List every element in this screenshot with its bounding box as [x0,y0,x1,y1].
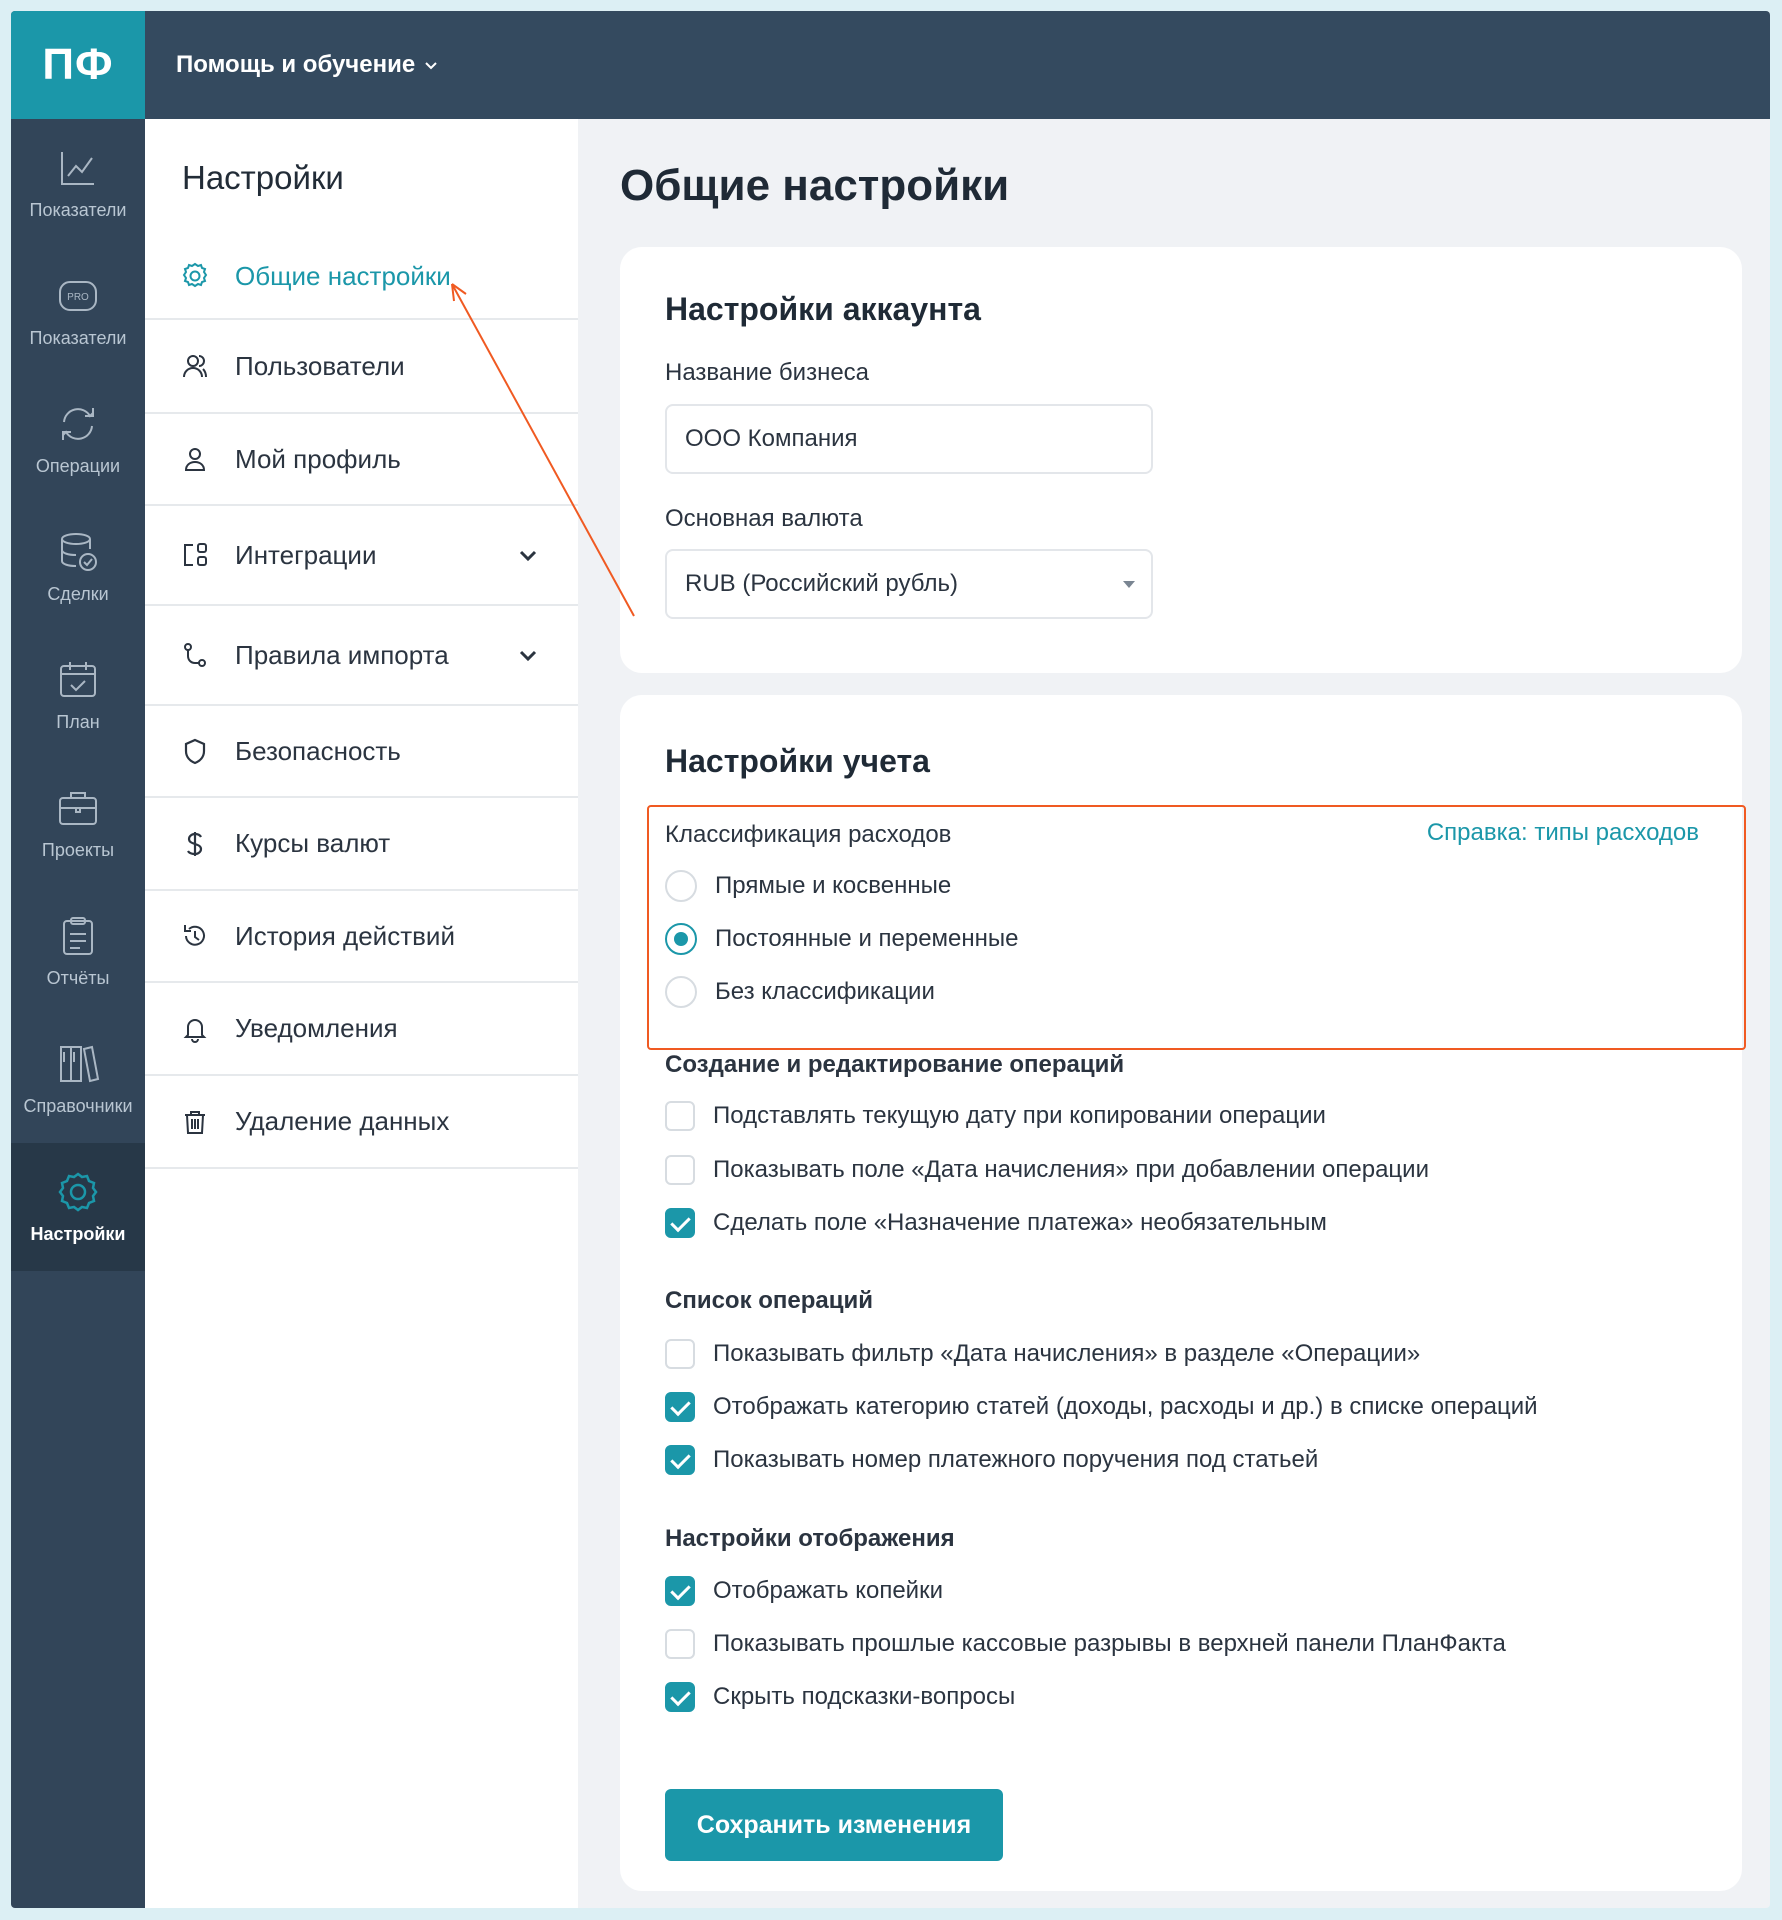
sidebar-item-users[interactable] [145,320,578,414]
rail-item-reports[interactable] [11,887,145,1015]
checkbox[interactable] [665,1339,695,1369]
database-check-icon [56,530,100,574]
account-settings-title: Настройки аккаунта [665,291,981,327]
display-settings-label: Настройки отображения [665,1525,955,1552]
shield-icon [181,737,209,765]
sidebar-item-data-deletion[interactable] [145,1076,578,1169]
users-icon [181,352,209,380]
bell-icon [181,1015,209,1043]
checkbox-option[interactable] [665,1445,1318,1475]
rail-item-projects[interactable] [11,759,145,887]
top-bar [145,11,1770,119]
rail-label: Настройки [30,1223,126,1244]
rail-label: Отчёты [46,967,110,988]
checkbox-option[interactable] [665,1576,943,1606]
sidebar-item-currency-rates[interactable] [145,798,578,891]
chevron-down-icon [423,57,439,73]
sidebar-item-security[interactable] [145,706,578,798]
help-menu-dropdown[interactable] [176,11,439,119]
chevron-down-icon[interactable] [515,542,541,568]
settings-sidebar [145,119,578,1908]
rail-label: Проекты [41,839,115,860]
rail-label: Показатели [29,199,127,220]
currency-value: RUB (Российский рубль) [685,570,958,597]
sidebar-item-label: Интеграции [235,539,377,570]
sidebar-item-my-profile[interactable] [145,414,578,506]
currency-label: Основная валюта [665,505,863,532]
integrations-icon [181,541,209,569]
checkbox-option[interactable] [665,1682,1015,1712]
operations-list-label: Список операций [665,1287,874,1314]
sidebar-item-import-rules[interactable] [145,606,578,706]
checkbox-label: Отображать категорию статей (доходы, расходы и др.) в списке операций [713,1393,1538,1420]
checkbox-option[interactable] [665,1208,1327,1238]
app-rail [11,11,145,1908]
app-window [11,11,1770,1908]
sidebar-item-label: История действий [235,920,455,951]
checkbox[interactable] [665,1101,695,1131]
help-menu-label: Помощь и обучение [176,51,416,78]
expense-types-help-link[interactable]: Справка: типы расходов [1426,819,1699,846]
dollar-icon [181,830,209,858]
checkbox[interactable] [665,1445,695,1475]
checkbox[interactable] [665,1629,695,1659]
import-rules-icon [181,641,209,669]
business-name-input[interactable] [665,404,1153,474]
caret-down-icon [1123,581,1135,588]
checkbox-label: Показывать фильтр «Дата начисления» в разделе «Операции» [713,1340,1421,1367]
sidebar-item-label: Общие настройки [235,260,451,291]
sidebar-item-activity-history[interactable] [145,891,578,983]
pro-badge-icon [56,274,100,318]
user-icon [181,445,209,473]
gear-icon [56,1170,100,1214]
rail-item-deals[interactable] [11,503,145,631]
sidebar-item-general-settings[interactable] [145,234,578,320]
sidebar-item-label: Курсы валют [235,828,391,858]
checkbox[interactable] [665,1576,695,1606]
clipboard-icon [56,914,100,958]
checkbox-option[interactable] [665,1392,1538,1422]
checkbox-label: Показывать номер платежного поручения под статьей [713,1446,1319,1473]
expense-classification-label: Классификация расходов [665,821,952,848]
currency-select[interactable] [665,549,1153,619]
sidebar-item-label: Удаление данных [235,1106,450,1136]
sidebar-title: Настройки [182,159,344,196]
history-icon [181,922,209,950]
rail-label: Показатели [29,327,127,348]
checkbox-label: Показывать поле «Дата начисления» при добавлении операции [713,1156,1429,1183]
rail-item-plan[interactable] [11,631,145,759]
checkbox[interactable] [665,1155,695,1185]
radio-label: Без классификации [715,978,935,1005]
chevron-down-icon[interactable] [515,642,541,668]
radio-label: Постоянные и переменные [715,925,1019,952]
rail-item-settings[interactable] [11,1143,145,1271]
checkbox[interactable] [665,1208,695,1238]
business-name-value: ООО Компания [685,425,858,452]
checkbox-label: Скрыть подсказки-вопросы [713,1683,1016,1710]
page-title: Общие настройки [620,161,1010,210]
rail-item-operations[interactable] [11,375,145,503]
books-icon [56,1042,100,1086]
sidebar-item-integrations[interactable] [145,506,578,606]
rail-label: Справочники [23,1095,133,1116]
checkbox-label: Показывать прошлые кассовые разрывы в верхней панели ПланФакта [713,1630,1506,1657]
rail-label: План [56,711,100,732]
account-settings-card [620,247,1742,673]
rail-label: Сделки [47,583,109,604]
calendar-check-icon [56,658,100,702]
rail-label: Операции [35,455,121,476]
sidebar-item-label: Уведомления [235,1013,398,1043]
checkbox-option[interactable] [665,1339,1420,1369]
checkbox-option[interactable] [665,1155,1429,1185]
operations-editing-label: Создание и редактирование операций [665,1051,1125,1078]
radio-label: Прямые и косвенные [715,872,952,899]
rail-item-indicators-pro[interactable] [11,247,145,375]
gear-icon [181,262,209,290]
annotation-highlight-box [647,805,1746,1050]
sidebar-item-label: Мой профиль [235,443,401,474]
business-name-label: Название бизнеса [665,359,870,386]
refresh-icon [56,402,100,446]
trash-icon [181,1108,209,1136]
accounting-settings-title: Настройки учета [665,743,930,779]
sidebar-item-notifications[interactable] [145,983,578,1076]
sidebar-item-label: Пользователи [235,350,405,381]
chart-line-icon [56,146,100,190]
app-logo[interactable]: ПФ [11,11,145,119]
rail-item-directories[interactable] [11,1015,145,1143]
rail-item-indicators[interactable] [11,119,145,247]
checkbox-label: Сделать поле «Назначение платежа» необязательным [713,1209,1327,1236]
sidebar-item-label: Правила импорта [235,639,449,670]
checkbox-label: Отображать копейки [713,1577,943,1604]
svg-text:PRO: PRO [67,291,89,303]
checkbox[interactable] [665,1392,695,1422]
save-changes-button[interactable]: Сохранить изменения [665,1789,1003,1861]
checkbox-option[interactable] [665,1629,1506,1659]
sidebar-item-label: Безопасность [235,735,401,766]
checkbox-option[interactable] [665,1101,1326,1131]
checkbox[interactable] [665,1682,695,1712]
briefcase-icon [56,786,100,830]
checkbox-label: Подставлять текущую дату при копировании операции [713,1102,1326,1129]
